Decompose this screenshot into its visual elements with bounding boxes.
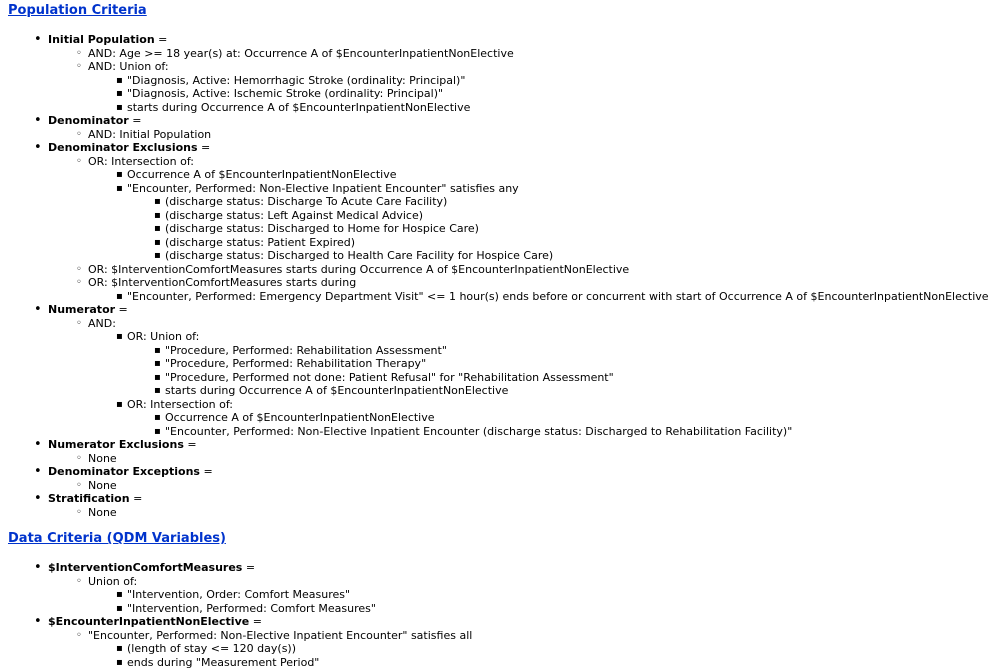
criteria-item: ▪ "Diagnosis, Active: Ischemic Stroke (ordinality: Principal)" (88, 87, 1000, 101)
denominator-exceptions: • Denominator Exceptions = ◦ None (8, 465, 1000, 492)
criteria-item: ◦ AND: Initial Population (48, 128, 1000, 142)
data-criteria-heading[interactable]: Data Criteria (QDM Variables) (8, 531, 226, 546)
criteria-item: ▪ (discharge status: Patient Expired) (127, 236, 1000, 250)
population-criteria-list (8, 33, 1000, 519)
population-criteria-heading[interactable]: Population Criteria (8, 3, 147, 18)
criteria-item: ◦ None (48, 479, 1000, 493)
variable-label: $InterventionComfortMeasures (48, 561, 243, 574)
initial-population: • Initial Population = ◦ AND: Age >= 18 year(s) at: Occurrence A of $EncounterInpatientNonElective ◦ AND: Union of: ▪ "Diagnosis, Active: Hemorrhagic Stroke (ordinality: Principal)" ▪ "Diagnosis, Active: Ischemic Stroke (ordinality: Principal)" ▪ starts during Occurrence A of $EncounterInpatientNonElective (8, 33, 1000, 114)
criteria-item: ▪ ends during "Measurement Period" (88, 656, 1000, 670)
criteria-item: ◦ None (48, 506, 1000, 520)
criteria-item: ▪ "Procedure, Performed: Rehabilitation Therapy" (127, 357, 1000, 371)
stratification: • Stratification = ◦ None (8, 492, 1000, 519)
criteria-item: ▪ OR: Union of: ▪ "Procedure, Performed: Rehabilitation Assessment" ▪ "Procedure, Performed: Rehabilitation Therapy" ▪ "Procedure, Performed not done: Patient Refusal" for "Rehabilitation Assessment" ▪ starts during Occurrence A of $EncounterInpatientNonElective (88, 330, 1000, 398)
data-criteria-list (8, 561, 1000, 669)
criteria-item: ▪ Occurrence A of $EncounterInpatientNonElective (127, 411, 1000, 425)
denominator-exceptions-label: Denominator Exceptions (48, 465, 200, 478)
denominator-exclusions: • Denominator Exclusions = ◦ OR: Intersection of: ▪ Occurrence A of $EncounterInpatientNonElective ▪ "Encounter, Performed: Non-Elective Inpatient Encounter" satisfies any ▪ (discharge status: Discharge To Acute Care Facility) ▪ (discharge status: Left Against Medical Advice) ▪ (discharge status: Discharged to Home for Hospice Care) ▪ (discharge status: Patient Expired) ▪ (discharge status: Discharged to Health Care Facility for Hospice Care) ◦ OR: $InterventionComfortMeasures starts during Occurrence A of $EncounterInpatientNonElective ◦ OR: $InterventionComfortMeasures starts during ▪ "Encounter, Performed: Emergency Department Visit" <= 1 hour(s) ends before or concurrent with start of Occurrence A of $EncounterInpatientNonElective (8, 141, 1000, 303)
criteria-item: ◦ Union of: ▪ "Intervention, Order: Comfort Measures" ▪ "Intervention, Performed: Comfort Measures" (48, 575, 1000, 616)
criteria-item: ◦ "Encounter, Performed: Non-Elective Inpatient Encounter" satisfies all ▪ (length of stay <= 120 day(s)) ▪ ends during "Measurement Period" (48, 629, 1000, 670)
denominator: • Denominator = ◦ AND: Initial Population (8, 114, 1000, 141)
criteria-item: ▪ Occurrence A of $EncounterInpatientNonElective (88, 168, 1000, 182)
variable-label: $EncounterInpatientNonElective (48, 615, 250, 628)
criteria-item: ▪ (length of stay <= 120 day(s)) (88, 642, 1000, 656)
criteria-item: ▪ (discharge status: Discharge To Acute Care Facility) (127, 195, 1000, 209)
numerator-exclusions-label: Numerator Exclusions (48, 438, 184, 451)
criteria-item: ◦ None (48, 452, 1000, 466)
criteria-item: ▪ starts during Occurrence A of $EncounterInpatientNonElective (88, 101, 1000, 115)
criteria-item: ◦ OR: $InterventionComfortMeasures starts during ▪ "Encounter, Performed: Emergency Department Visit" <= 1 hour(s) ends before or concurrent with start of Occurrence A of $EncounterInpatientNonElective (48, 276, 1000, 303)
criteria-item: ▪ "Diagnosis, Active: Hemorrhagic Stroke (ordinality: Principal)" (88, 74, 1000, 88)
criteria-item: ▪ (discharge status: Discharged to Home for Hospice Care) (127, 222, 1000, 236)
numerator-exclusions: • Numerator Exclusions = ◦ None (8, 438, 1000, 465)
denominator-label: Denominator (48, 114, 129, 127)
criteria-item: ◦ OR: Intersection of: ▪ Occurrence A of $EncounterInpatientNonElective ▪ "Encounter, Performed: Non-Elective Inpatient Encounter" satisfies any ▪ (discharge status: Discharge To Acute Care Facility) ▪ (discharge status: Left Against Medical Advice) ▪ (discharge status: Discharged to Home for Hospice Care) ▪ (discharge status: Patient Expired) ▪ (discharge status: Discharged to Health Care Facility for Hospice Care) (48, 155, 1000, 263)
criteria-item: ▪ (discharge status: Discharged to Health Care Facility for Hospice Care) (127, 249, 1000, 263)
criteria-item: ▪ "Intervention, Performed: Comfort Measures" (88, 602, 1000, 616)
criteria-item: ▪ "Procedure, Performed not done: Patient Refusal" for "Rehabilitation Assessment" (127, 371, 1000, 385)
criteria-item: ▪ "Procedure, Performed: Rehabilitation Assessment" (127, 344, 1000, 358)
criteria-item: ◦ OR: $InterventionComfortMeasures starts during Occurrence A of $EncounterInpatientNonElective (48, 263, 1000, 277)
criteria-item: ▪ "Encounter, Performed: Non-Elective Inpatient Encounter (discharge status: Discharged to Rehabilitation Facility)" (127, 425, 1000, 439)
criteria-item: ▪ "Intervention, Order: Comfort Measures" (88, 588, 1000, 602)
criteria-item: ▪ "Encounter, Performed: Emergency Department Visit" <= 1 hour(s) ends before or concurrent with start of Occurrence A of $EncounterInpatientNonElective (88, 290, 1000, 304)
numerator-label: Numerator (48, 303, 116, 316)
denominator-exclusions-label: Denominator Exclusions (48, 141, 198, 154)
initial-population-label: Initial Population (48, 33, 155, 46)
variable-encounter-inpatient-nonelective: • $EncounterInpatientNonElective = ◦ "Encounter, Performed: Non-Elective Inpatient Encounter" satisfies all ▪ (length of stay <= 120 day(s)) ▪ ends during "Measurement Period" (8, 615, 1000, 669)
criteria-item: ◦ AND: Union of: ▪ "Diagnosis, Active: Hemorrhagic Stroke (ordinality: Principal)" ▪ "Diagnosis, Active: Ischemic Stroke (ordinality: Principal)" ▪ starts during Occurrence A of $EncounterInpatientNonElective (48, 60, 1000, 114)
criteria-item: ◦ AND: Age >= 18 year(s) at: Occurrence A of $EncounterInpatientNonElective (48, 47, 1000, 61)
criteria-item: ▪ (discharge status: Left Against Medical Advice) (127, 209, 1000, 223)
stratification-label: Stratification (48, 492, 130, 505)
criteria-item: ▪ starts during Occurrence A of $EncounterInpatientNonElective (127, 384, 1000, 398)
criteria-item: ▪ OR: Intersection of: ▪ Occurrence A of $EncounterInpatientNonElective ▪ "Encounter, Performed: Non-Elective Inpatient Encounter (discharge status: Discharged to Rehabilitation Facility)" (88, 398, 1000, 439)
criteria-item: ▪ "Encounter, Performed: Non-Elective Inpatient Encounter" satisfies any ▪ (discharge status: Discharge To Acute Care Facility) ▪ (discharge status: Left Against Medical Advice) ▪ (discharge status: Discharged to Home for Hospice Care) ▪ (discharge status: Patient Expired) ▪ (discharge status: Discharged to Health Care Facility for Hospice Care) (88, 182, 1000, 263)
variable-intervention-comfort-measures: • $InterventionComfortMeasures = ◦ Union of: ▪ "Intervention, Order: Comfort Measures" ▪ "Intervention, Performed: Comfort Measures" (8, 561, 1000, 615)
numerator: • Numerator = ◦ AND: ▪ OR: Union of: ▪ "Procedure, Performed: Rehabilitation Assessment" ▪ "Procedure, Performed: Rehabilitation Therapy" ▪ "Procedure, Performed not done: Patient Refusal" for "Rehabilitation Assessment" ▪ starts during Occurrence A of $EncounterInpatientNonElective ▪ OR: Intersection of: ▪ Occurrence A of $EncounterInpatientNonElective ▪ "Encounter, Performed: Non-Elective Inpatient Encounter (discharge status: Discharged to Rehabilitation Facility)" (8, 303, 1000, 438)
criteria-item: ◦ AND: ▪ OR: Union of: ▪ "Procedure, Performed: Rehabilitation Assessment" ▪ "Procedure, Performed: Rehabilitation Therapy" ▪ "Procedure, Performed not done: Patient Refusal" for "Rehabilitation Assessment" ▪ starts during Occurrence A of $EncounterInpatientNonElective ▪ OR: Intersection of: ▪ Occurrence A of $EncounterInpatientNonElective ▪ "Encounter, Performed: Non-Elective Inpatient Encounter (discharge status: Discharged to Rehabilitation Facility)" (48, 317, 1000, 439)
